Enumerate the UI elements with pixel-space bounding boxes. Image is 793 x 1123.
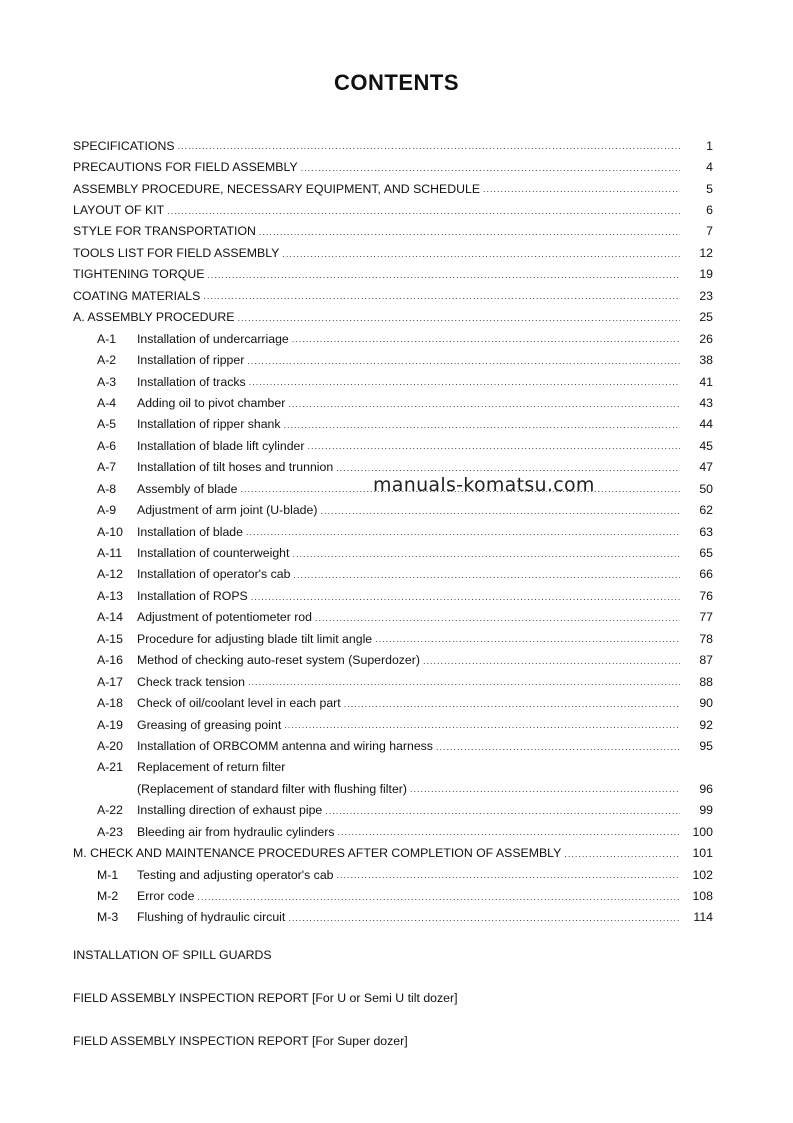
toc-page-number: 87 bbox=[699, 653, 713, 668]
toc-page-number: 44 bbox=[699, 417, 713, 432]
toc-page-number: 50 bbox=[699, 481, 713, 496]
leader-dots bbox=[375, 631, 680, 646]
leader-dots bbox=[320, 503, 680, 518]
toc-label: Bleeding air from hydraulic cylinders bbox=[137, 824, 335, 839]
toc-entry-assembly-procedure-equipment[interactable] bbox=[73, 178, 713, 199]
toc-label: Installation of undercarriage bbox=[137, 331, 289, 346]
toc-label: Error code bbox=[137, 889, 195, 904]
toc-entry-a-2[interactable] bbox=[73, 349, 713, 370]
leader-dots bbox=[282, 246, 680, 261]
leader-dots bbox=[249, 374, 680, 389]
toc-label: Installation of ORBCOMM antenna and wiring harness bbox=[137, 738, 433, 753]
toc-number: A-3 bbox=[97, 374, 117, 389]
leader-dots bbox=[315, 610, 680, 625]
toc-page-number: 38 bbox=[699, 353, 713, 368]
toc-page-number: 76 bbox=[699, 588, 713, 603]
leader-dots bbox=[167, 203, 680, 218]
toc-entry-a-12[interactable] bbox=[73, 564, 713, 585]
toc-page-number: 23 bbox=[699, 288, 713, 303]
toc-label: Adjustment of potentiometer rod bbox=[137, 610, 312, 625]
toc-page-number: 78 bbox=[699, 631, 713, 646]
toc-page-number: 101 bbox=[692, 846, 713, 861]
leader-dots bbox=[203, 288, 680, 303]
leader-dots bbox=[246, 524, 680, 539]
leader-dots bbox=[325, 803, 680, 818]
toc-label: Greasing of greasing point bbox=[137, 717, 282, 732]
toc-label: ASSEMBLY PROCEDURE, NECESSARY EQUIPMENT, AND SCHEDULE bbox=[73, 181, 481, 196]
toc-entry-m-2[interactable] bbox=[73, 885, 713, 906]
toc-label: A. ASSEMBLY PROCEDURE bbox=[73, 310, 235, 325]
toc-page-number: 1 bbox=[706, 138, 713, 153]
leader-dots bbox=[301, 160, 680, 175]
toc-label: Installation of blade bbox=[137, 524, 243, 539]
leader-dots bbox=[292, 331, 680, 346]
leader-dots bbox=[238, 310, 680, 325]
toc-label: Testing and adjusting operator's cab bbox=[137, 867, 334, 882]
toc-entry-layout-of-kit[interactable] bbox=[73, 199, 713, 220]
toc-label: Check track tension bbox=[137, 674, 245, 689]
toc-label: LAYOUT OF KIT bbox=[73, 203, 165, 218]
toc-number: A-9 bbox=[97, 503, 117, 518]
toc-label-suffix: [For Super dozer] bbox=[311, 1034, 408, 1048]
toc-number: A-4 bbox=[97, 395, 117, 410]
toc-label: Installation of ripper shank bbox=[137, 417, 281, 432]
toc-entry-specifications[interactable] bbox=[73, 135, 713, 156]
toc-page-number: 108 bbox=[692, 889, 713, 904]
toc-entry-m-check-maintenance[interactable] bbox=[73, 842, 713, 863]
toc-entry-a-4[interactable] bbox=[73, 392, 713, 413]
toc-number: A-1 bbox=[97, 331, 117, 346]
toc-entry-tightening-torque[interactable] bbox=[73, 264, 713, 285]
leader-dots bbox=[197, 889, 680, 904]
toc-page-number: 5 bbox=[706, 181, 713, 196]
toc-label: Method of checking auto-reset system (Superdozer) bbox=[137, 653, 420, 668]
leader-dots bbox=[288, 910, 680, 925]
leader-dots bbox=[288, 396, 680, 411]
toc-number: A-12 bbox=[97, 567, 123, 582]
toc-entry-a-15[interactable] bbox=[73, 628, 713, 649]
toc-number: A-17 bbox=[97, 674, 123, 689]
toc-page-number: 43 bbox=[699, 395, 713, 410]
toc-label: FIELD ASSEMBLY INSPECTION REPORT bbox=[73, 1034, 312, 1048]
toc-entry-a-3[interactable] bbox=[73, 371, 713, 392]
toc-page-number: 95 bbox=[699, 738, 713, 753]
toc-number: M-1 bbox=[97, 867, 119, 882]
toc-entry-a-5[interactable] bbox=[73, 414, 713, 435]
toc-number: A-5 bbox=[97, 417, 117, 432]
toc-entry-a-14[interactable] bbox=[73, 607, 713, 628]
leader-dots bbox=[259, 224, 680, 239]
toc-number: A-22 bbox=[97, 803, 123, 818]
toc-number: A-11 bbox=[97, 546, 123, 561]
toc-page-number: 90 bbox=[699, 696, 713, 711]
toc-number: A-7 bbox=[97, 460, 117, 475]
toc-entry-a-21[interactable] bbox=[73, 757, 713, 778]
toc-number: A-18 bbox=[97, 696, 123, 711]
toc-page-number: 19 bbox=[699, 267, 713, 282]
toc-page-number: 12 bbox=[699, 245, 713, 260]
toc-label: Installation of counterweight bbox=[137, 546, 290, 561]
toc-number: A-8 bbox=[97, 481, 117, 496]
toc-label: SPECIFICATIONS bbox=[73, 138, 175, 153]
toc-page-number: 41 bbox=[699, 374, 713, 389]
toc-entry-m-1[interactable] bbox=[73, 864, 713, 885]
toc-number: A-20 bbox=[97, 738, 123, 753]
toc-entry-a-21-continued[interactable] bbox=[73, 778, 713, 799]
toc-entry-a-13[interactable] bbox=[73, 585, 713, 606]
toc-page-number: 7 bbox=[706, 224, 713, 239]
toc-page-number: 99 bbox=[699, 803, 713, 818]
leader-dots bbox=[251, 589, 680, 604]
leader-dots bbox=[248, 674, 680, 689]
toc-entry-spill-guards[interactable]: INSTALLATION OF SPILL GUARDS bbox=[73, 948, 272, 962]
toc-number: A-14 bbox=[97, 610, 123, 625]
toc-number: M-3 bbox=[97, 910, 119, 925]
toc-page-number: 66 bbox=[699, 567, 713, 582]
toc-number: A-19 bbox=[97, 717, 123, 732]
toc-entry-style-for-transportation[interactable] bbox=[73, 221, 713, 242]
toc-page-number: 88 bbox=[699, 674, 713, 689]
leader-dots bbox=[336, 460, 680, 475]
toc-entry-a-11[interactable] bbox=[73, 542, 713, 563]
toc-number: A-16 bbox=[97, 653, 123, 668]
toc-label: Check of oil/coolant level in each part bbox=[137, 696, 341, 711]
table-of-contents bbox=[73, 135, 713, 928]
toc-page-number: 47 bbox=[699, 460, 713, 475]
leader-dots bbox=[436, 739, 680, 754]
toc-page-number: 102 bbox=[692, 867, 713, 882]
toc-entry-a-16[interactable] bbox=[73, 650, 713, 671]
leader-dots bbox=[307, 438, 680, 453]
toc-page-number: 77 bbox=[699, 610, 713, 625]
leader-dots bbox=[293, 567, 680, 582]
leader-dots bbox=[423, 653, 680, 668]
toc-page-number: 92 bbox=[699, 717, 713, 732]
toc-label: COATING MATERIALS bbox=[73, 288, 201, 303]
toc-number: A-21 bbox=[97, 760, 123, 775]
toc-label: Adjustment of arm joint (U-blade) bbox=[137, 503, 318, 518]
watermark: manuals-komatsu.com bbox=[373, 474, 595, 496]
toc-label: Installing direction of exhaust pipe bbox=[137, 803, 323, 818]
toc-label: Installation of tilt hoses and trunnion bbox=[137, 460, 334, 475]
toc-label: TIGHTENING TORQUE bbox=[73, 267, 205, 282]
toc-label: Replacement of return filter bbox=[137, 760, 286, 775]
toc-entry-report-super-dozer[interactable] bbox=[73, 1034, 408, 1048]
toc-number: A-2 bbox=[97, 353, 117, 368]
toc-number: A-6 bbox=[97, 438, 117, 453]
toc-label: PRECAUTIONS FOR FIELD ASSEMBLY bbox=[73, 160, 298, 175]
toc-page-number: 65 bbox=[699, 546, 713, 561]
toc-entry-a-6[interactable] bbox=[73, 435, 713, 456]
leader-dots bbox=[337, 867, 681, 882]
toc-page-number: 45 bbox=[699, 438, 713, 453]
toc-label: FIELD ASSEMBLY INSPECTION REPORT bbox=[73, 991, 312, 1005]
toc-entry-tools-list[interactable] bbox=[73, 242, 713, 263]
toc-number: M-2 bbox=[97, 889, 119, 904]
toc-label: Installation of ROPS bbox=[137, 588, 248, 603]
leader-dots bbox=[207, 267, 680, 282]
leader-dots bbox=[564, 846, 680, 861]
toc-label: Adding oil to pivot chamber bbox=[137, 395, 286, 410]
toc-number: A-23 bbox=[97, 824, 123, 839]
leader-dots bbox=[178, 138, 680, 153]
toc-entry-a-assembly-procedure[interactable] bbox=[73, 307, 713, 328]
toc-entry-a-19[interactable] bbox=[73, 714, 713, 735]
toc-entry-a-10[interactable] bbox=[73, 521, 713, 542]
leader-dots bbox=[410, 781, 680, 796]
toc-number: A-13 bbox=[97, 588, 123, 603]
toc-label: Flushing of hydraulic circuit bbox=[137, 910, 286, 925]
toc-label: Installation of blade lift cylinder bbox=[137, 438, 305, 453]
toc-entry-a-18[interactable] bbox=[73, 692, 713, 713]
toc-entry-coating-materials[interactable] bbox=[73, 285, 713, 306]
toc-page-number: 63 bbox=[699, 524, 713, 539]
leader-dots bbox=[338, 824, 680, 839]
toc-label: M. CHECK AND MAINTENANCE PROCEDURES AFTER COMPLETION OF ASSEMBLY bbox=[73, 846, 562, 861]
toc-page-number: 4 bbox=[706, 160, 713, 175]
toc-number: A-15 bbox=[97, 631, 123, 646]
toc-label: Installation of operator's cab bbox=[137, 567, 291, 582]
toc-page-number: 26 bbox=[699, 331, 713, 346]
toc-entry-a-22[interactable] bbox=[73, 800, 713, 821]
toc-page-number: 25 bbox=[699, 310, 713, 325]
toc-number: A-10 bbox=[97, 524, 123, 539]
toc-entry-a-9[interactable] bbox=[73, 499, 713, 520]
toc-label: Assembly of blade bbox=[137, 481, 238, 496]
toc-page-number: 96 bbox=[699, 781, 713, 796]
leader-dots bbox=[483, 181, 680, 196]
toc-label: (Replacement of standard filter with flushing filter) bbox=[137, 781, 407, 796]
toc-label-suffix: [For U or Semi U tilt dozer] bbox=[311, 991, 458, 1005]
toc-page-number: 6 bbox=[706, 203, 713, 218]
leader-dots bbox=[292, 546, 680, 561]
toc-entry-a-20[interactable] bbox=[73, 735, 713, 756]
toc-entry-a-1[interactable] bbox=[73, 328, 713, 349]
toc-label: Procedure for adjusting blade tilt limit angle bbox=[137, 631, 373, 646]
page-title: CONTENTS bbox=[334, 70, 459, 95]
toc-page-number: 62 bbox=[699, 503, 713, 518]
leader-dots bbox=[284, 417, 680, 432]
toc-label: Installation of ripper bbox=[137, 353, 245, 368]
toc-entry-precautions[interactable] bbox=[73, 156, 713, 177]
toc-entry-m-3[interactable] bbox=[73, 907, 713, 928]
leader-dots bbox=[344, 696, 680, 711]
toc-label: TOOLS LIST FOR FIELD ASSEMBLY bbox=[73, 245, 280, 260]
toc-entry-report-u-dozer[interactable] bbox=[73, 991, 458, 1005]
leader-dots bbox=[284, 717, 680, 732]
toc-entry-a-17[interactable] bbox=[73, 671, 713, 692]
toc-page-number: 100 bbox=[692, 824, 713, 839]
toc-label: Installation of tracks bbox=[137, 374, 246, 389]
toc-page-number: 114 bbox=[693, 910, 713, 925]
leader-dots bbox=[247, 353, 680, 368]
toc-entry-a-23[interactable] bbox=[73, 821, 713, 842]
toc-label: STYLE FOR TRANSPORTATION bbox=[73, 224, 256, 239]
